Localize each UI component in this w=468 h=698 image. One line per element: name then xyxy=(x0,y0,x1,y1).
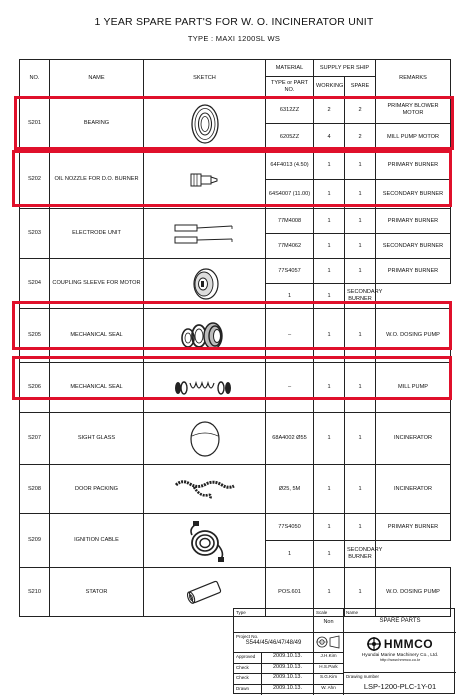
tb-company-cell xyxy=(344,633,456,673)
table-header-row xyxy=(20,60,451,77)
row-name: MECHANICAL SEAL xyxy=(50,309,144,363)
row-sketch xyxy=(144,209,266,259)
mechanical-seal-icon xyxy=(175,319,235,353)
tb-project-value: S544/45/46/47/48/49 xyxy=(245,640,302,646)
electrode-icon xyxy=(170,220,240,248)
row-remarks: SECONDARY BURNER xyxy=(345,541,376,568)
tb-approval-name xyxy=(314,674,344,685)
tb-name-text: S.G.Kim xyxy=(319,674,338,679)
row-name: SIGHT GLASS xyxy=(50,413,144,465)
mechanical-seal-spring-icon xyxy=(170,378,240,398)
row-material: – xyxy=(266,309,314,363)
row-working: 2 xyxy=(314,97,345,124)
row-working: 1 xyxy=(314,363,345,413)
table-row xyxy=(20,363,451,413)
row-working: 1 xyxy=(266,284,314,309)
row-material: 77S4050 xyxy=(266,514,314,541)
row-material: Ø25, 5M xyxy=(266,465,314,514)
row-name: MECHANICAL SEAL xyxy=(50,363,144,413)
row-remarks: PRIMARY BLOWER MOTOR xyxy=(376,97,451,124)
row-no: S204 xyxy=(20,259,50,309)
row-no: S206 xyxy=(20,363,50,413)
row-name: IGNITION CABLE xyxy=(50,514,144,568)
header-sketch: SKETCH xyxy=(144,60,266,97)
row-working: 1 xyxy=(314,259,345,284)
header-working: WORKING xyxy=(314,77,345,97)
row-material: – xyxy=(266,363,314,413)
tb-scale-cell xyxy=(314,609,344,633)
header-remarks: REMARKS xyxy=(376,60,451,97)
row-working: 1 xyxy=(314,514,345,541)
row-working: 1 xyxy=(314,209,345,234)
row-working: 1 xyxy=(314,413,345,465)
tb-role-text: Check xyxy=(236,675,249,680)
row-material: 68A4002 Ø55 xyxy=(266,413,314,465)
tb-approval-name xyxy=(314,653,344,664)
table-row xyxy=(20,209,451,234)
sight-glass-icon xyxy=(185,418,225,460)
row-remarks: SECONDARY BURNER xyxy=(376,180,451,209)
row-no: S201 xyxy=(20,97,50,151)
tb-type-label: Type xyxy=(236,610,246,615)
row-remarks: PRIMARY BURNER xyxy=(376,514,451,541)
row-remarks: PRIMARY BURNER xyxy=(376,151,451,180)
row-working: 4 xyxy=(314,124,345,151)
row-spare: 1 xyxy=(345,309,376,363)
row-working: 1 xyxy=(314,234,345,259)
row-remarks: SECONDARY BURNER xyxy=(376,234,451,259)
row-name: COUPLING SLEEVE FOR MOTOR xyxy=(50,259,144,309)
row-sketch xyxy=(144,413,266,465)
tb-drawing-value: LSP-1200-PLC-1Y-01 xyxy=(363,682,437,691)
row-spare: 1 xyxy=(314,284,345,309)
row-material: 64S4007 (11.00) xyxy=(266,180,314,209)
row-spare: 1 xyxy=(345,413,376,465)
row-name: DOOR PACKING xyxy=(50,465,144,514)
tb-date-text: 2009.10.13. xyxy=(272,684,303,691)
row-spare: 1 xyxy=(345,259,376,284)
row-material: 6205ZZ xyxy=(266,124,314,151)
row-spare: 1 xyxy=(314,541,345,568)
tb-name-label: Name xyxy=(346,610,359,615)
row-name: BEARING xyxy=(50,97,144,151)
row-working: 1 xyxy=(266,541,314,568)
oil-nozzle-icon xyxy=(187,170,223,190)
row-material: 77M4062 xyxy=(266,234,314,259)
row-remarks: W.O. DOSING PUMP xyxy=(376,568,451,617)
row-no: S205 xyxy=(20,309,50,363)
header-supply: SUPPLY PER SHIP xyxy=(314,60,376,77)
header-no: NO. xyxy=(20,60,50,97)
tb-approval-date xyxy=(262,653,314,664)
tb-name-cell xyxy=(344,609,456,633)
header-spare: SPARE xyxy=(345,77,376,97)
row-working: 1 xyxy=(314,309,345,363)
tb-approval-role xyxy=(234,664,262,675)
tb-scale-label: Scale xyxy=(316,610,328,615)
door-packing-icon xyxy=(170,475,240,503)
row-working: 1 xyxy=(314,180,345,209)
projection-symbol-icon xyxy=(314,633,342,651)
row-no: S210 xyxy=(20,568,50,617)
document-title: 1 YEAR SPARE PART'S FOR W. O. INCINERATOR UNIT xyxy=(94,16,374,28)
tb-company-url: http://www.hmmco.co.kr xyxy=(379,658,421,662)
row-name: OIL NOZZLE FOR D.O. BURNER xyxy=(50,151,144,209)
row-no: S202 xyxy=(20,151,50,209)
row-no: S208 xyxy=(20,465,50,514)
tb-type-cell xyxy=(234,609,314,633)
row-material: 77S4057 xyxy=(266,259,314,284)
row-sketch xyxy=(144,309,266,363)
table-row xyxy=(20,309,451,363)
row-working: 1 xyxy=(314,568,345,617)
tb-company-name: HMMCO xyxy=(383,637,434,651)
row-sketch xyxy=(144,363,266,413)
tb-project-cell xyxy=(234,633,314,653)
row-remarks: PRIMARY BURNER xyxy=(376,209,451,234)
row-spare: 1 xyxy=(345,514,376,541)
tb-approval-date xyxy=(262,685,314,696)
table-row xyxy=(20,465,451,514)
tb-company-full: Hyundai Marine Machinery Co., Ltd. xyxy=(361,653,439,658)
tb-projection-cell xyxy=(314,633,344,653)
row-remarks: INCINERATOR xyxy=(376,465,451,514)
row-working: 1 xyxy=(314,151,345,180)
header-material-sub: TYPE or PART NO. xyxy=(266,77,314,97)
row-sketch xyxy=(144,97,266,151)
row-no: S209 xyxy=(20,514,50,568)
header-name: NAME xyxy=(50,60,144,97)
tb-name-text: W. Ahn xyxy=(321,684,336,690)
tb-scale-value: Non xyxy=(323,619,334,625)
table-row xyxy=(20,259,451,284)
row-spare: 1 xyxy=(345,234,376,259)
row-remarks: SECONDARY BURNER xyxy=(345,284,376,309)
row-remarks: W.O. DOSING PUMP xyxy=(376,309,451,363)
table-row xyxy=(20,413,451,465)
row-material: 77M4008 xyxy=(266,209,314,234)
row-spare: 1 xyxy=(345,151,376,180)
ignition-cable-icon xyxy=(175,519,235,563)
row-remarks: MILL PUMP xyxy=(376,363,451,413)
title-block xyxy=(233,608,455,694)
row-name: ELECTRODE UNIT xyxy=(50,209,144,259)
tb-role-text: Approved xyxy=(236,654,256,659)
table-row xyxy=(20,151,451,180)
tb-drawing-label: Drawing number xyxy=(346,674,380,679)
row-name: STATOR xyxy=(50,568,144,617)
bearing-icon xyxy=(185,102,225,146)
coupling-sleeve-icon xyxy=(185,263,225,305)
tb-name-text: J.H.Kim xyxy=(320,653,337,658)
document-type-line: TYPE : MAXI 1200SL WS xyxy=(187,34,281,43)
row-spare: 1 xyxy=(345,568,376,617)
tb-date-text: 2009.10.13. xyxy=(272,663,303,670)
table-row xyxy=(20,97,451,124)
tb-approval-role xyxy=(234,685,262,696)
tb-approval-date xyxy=(262,664,314,675)
tb-project-label: Project No. xyxy=(236,634,259,639)
row-spare: 2 xyxy=(345,97,376,124)
row-spare: 1 xyxy=(345,465,376,514)
tb-name-text: H.S.Park xyxy=(319,663,338,669)
row-spare: 2 xyxy=(345,124,376,151)
tb-drawing-cell xyxy=(344,673,456,695)
tb-date-text: 2009.10.13. xyxy=(272,674,303,680)
tb-approval-role xyxy=(234,674,262,685)
row-sketch xyxy=(144,465,266,514)
row-working: 1 xyxy=(314,465,345,514)
row-remarks: INCINERATOR xyxy=(376,413,451,465)
tb-approval-role xyxy=(234,653,262,664)
row-material: 6312ZZ xyxy=(266,97,314,124)
row-sketch xyxy=(144,259,266,309)
stator-icon xyxy=(180,576,230,608)
tb-name-value: SPARE PARTS xyxy=(379,618,421,624)
row-spare: 1 xyxy=(345,363,376,413)
table-row xyxy=(20,514,451,541)
tb-approval-name xyxy=(314,664,344,675)
hmmco-logo-icon xyxy=(367,637,381,651)
row-sketch xyxy=(144,151,266,209)
tb-role-text: Check xyxy=(236,664,249,670)
row-no: S207 xyxy=(20,413,50,465)
row-remarks: MILL PUMP MOTOR xyxy=(376,124,451,151)
tb-approval-date xyxy=(262,674,314,685)
row-remarks: PRIMARY BURNER xyxy=(376,259,451,284)
row-material: 64F4013 (4.50) xyxy=(266,151,314,180)
tb-approval-name xyxy=(314,685,344,696)
row-no: S203 xyxy=(20,209,50,259)
tb-date-text: 2009.10.13. xyxy=(272,653,303,659)
header-material: MATERIAL xyxy=(266,60,314,77)
spare-parts-table xyxy=(19,59,451,617)
row-spare: 1 xyxy=(345,209,376,234)
row-material: POS.601 xyxy=(266,568,314,617)
row-spare: 1 xyxy=(345,180,376,209)
row-sketch xyxy=(144,514,266,568)
tb-role-text: Drawn xyxy=(236,685,250,691)
